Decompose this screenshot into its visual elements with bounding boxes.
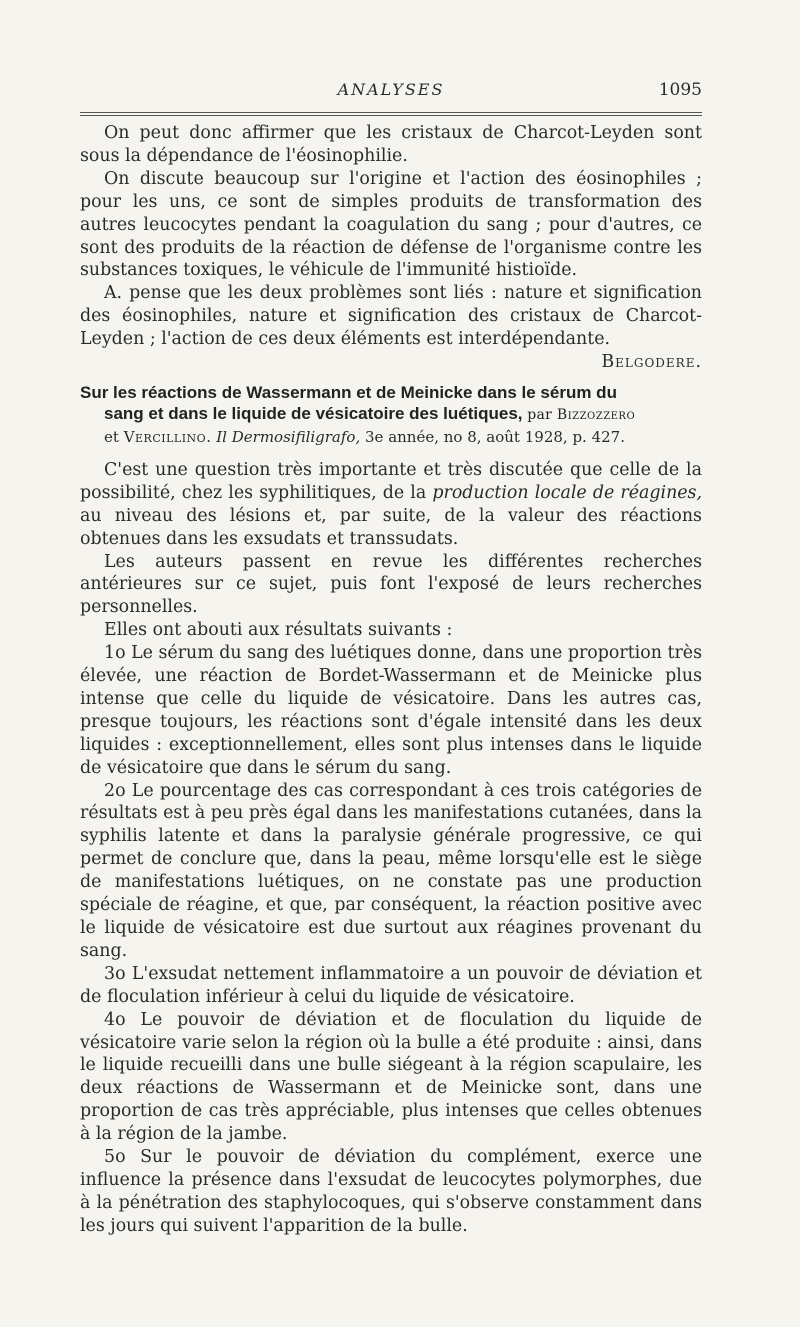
paragraph: 5o Sur le pouvoir de déviation du complément, exerce une influence la présence dans l'exsudat de leucocytes polymorphes, due à la pénétration des staphylocoques, qui s'observe constamment dans les jours qui suivent l'apparition de la bulle.: [80, 1147, 702, 1236]
article-title-line-2-text: sang et dans le liquide de vésicatoire des luétiques,: [104, 403, 523, 423]
paragraph-text: au niveau des lésions et, par suite, de la valeur des réactions obtenues dans les exsudats et transsudats.: [80, 505, 702, 549]
paragraph: 4o Le pouvoir de déviation et de floculation du liquide de vésicatoire varie selon la région où la bulle a été produite : ainsi, dans le liquide recueilli dans une bulle siégeant à la région scapulaire, les deux réactions de Wassermann et de Meinicke sont, dans une proportion de cas très appréciable, plus intenses que celles obtenues à la région de la jambe.: [80, 1009, 702, 1145]
author-2: Vercillino.: [123, 427, 212, 446]
header-rule-secondary: [80, 115, 702, 116]
byline-par: par: [527, 406, 553, 423]
paragraph-text: C'est une question très importante et très discutée que celle de la possibilité, chez les syphilitiques, de la: [80, 459, 702, 503]
paragraph: 2o Le pourcentage des cas correspondant à ces trois catégories de résultats est à peu près égal dans les manifestations cutanées, dans la syphilis latente et dans la paralysie générale progressive, ce qui permet de conclure que, dans la peau, même lorsqu'elle est le siège de manifestations luétiques, on ne constate pas une production spéciale de réagine, et que, par conséquent, la réaction positive avec le liquide de vésicatoire est due surtout aux réagines provenant du sang.: [80, 780, 702, 961]
author-1: Bizzozzero: [556, 406, 636, 423]
paragraph: [80, 459, 702, 551]
body-text: [80, 122, 702, 1238]
emphasis-text: production locale de réagines,: [432, 482, 703, 503]
citation-line: [80, 426, 702, 449]
article-title: [80, 382, 702, 426]
byline-et: et: [104, 427, 119, 446]
citation-details: 3e année, no 8, août 1928, p. 427.: [365, 427, 625, 446]
header-rule: [80, 112, 702, 113]
journal-name: Il Dermosifiligrafo,: [216, 427, 361, 446]
paragraph: Elles ont abouti aux résultats suivants :: [104, 620, 453, 641]
paragraph: 1o Le sérum du sang des luétiques donne, dans une proportion très élevée, une réaction de Bordet-Wassermann et de Meinicke plus intense que celle du liquide de vésicatoire. Dans les autres cas, presque toujours, les réactions sont d'égale intensité dans les deux liquides : exceptionnellement, elles sont plus intenses dans le liquide de vésicatoire que dans le sérum du sang.: [80, 643, 702, 778]
running-head: ANALYSES: [337, 80, 445, 99]
paragraph: A. pense que les deux problèmes sont liés : nature et signification des éosinophiles, nature et signification des cristaux de Charcot-Leyden ; l'action de ces deux éléments est interdépendante.: [80, 283, 702, 350]
article-title-line-1: Sur les réactions de Wassermann et de Meinicke dans le sérum du: [80, 382, 617, 402]
page-header: [80, 80, 702, 102]
signature: Belgodere.: [601, 352, 702, 373]
article-title-line-2: [80, 403, 702, 426]
paragraph: 3o L'exsudat nettement inflammatoire a un pouvoir de déviation et de floculation inférieur à celui du liquide de vésicatoire.: [80, 963, 702, 1007]
paragraph: On discute beaucoup sur l'origine et l'action des éosinophiles ; pour les uns, ce sont de simples produits de transformation des autres leucocytes pendant la coagulation du sang ; pour d'autres, ce sont des produits de la réaction de défense de l'organisme contre les substances toxiques, le véhicule de l'immunité histioïde.: [80, 168, 702, 281]
page-number: 1095: [658, 80, 702, 100]
paragraph: On peut donc affirmer que les cristaux de Charcot-Leyden sont sous la dépendance de l'éosinophilie.: [80, 123, 702, 166]
paragraph: Les auteurs passent en revue les différentes recherches antérieures sur ce sujet, puis font l'exposé de leurs recherches personnelles.: [80, 551, 702, 618]
